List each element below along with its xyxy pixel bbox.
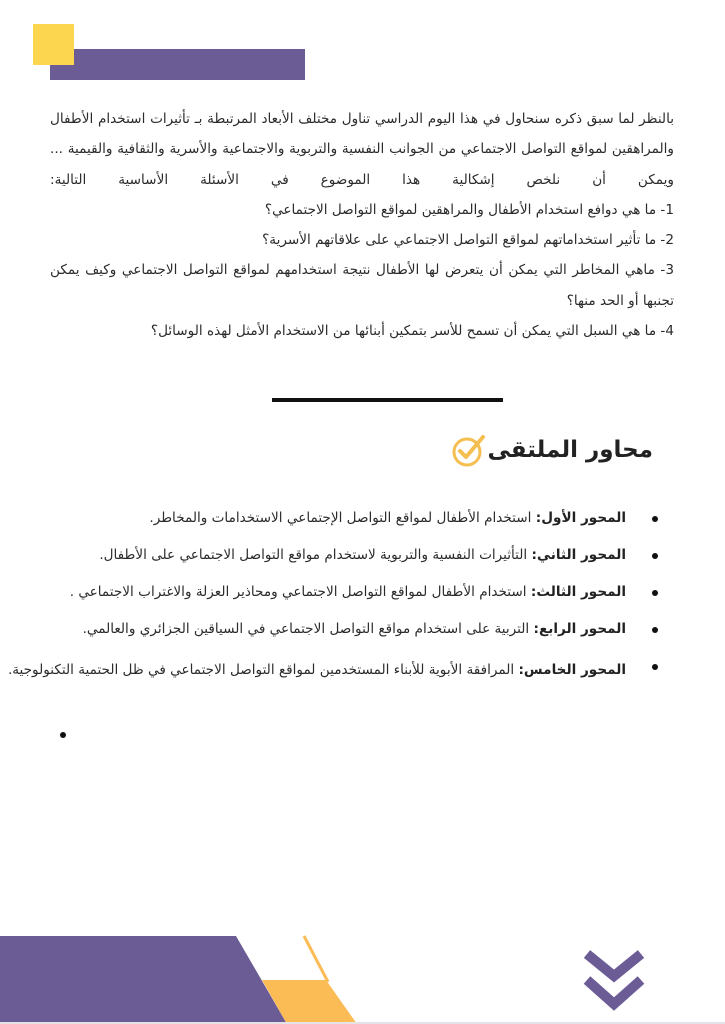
question-2: 2- ما تأثير استخداماتهم لمواقع التواصل الاجتماعي على علاقاتهم الأسرية؟	[262, 232, 674, 249]
axis-label: المحور الرابع:	[533, 621, 626, 637]
section-divider	[272, 398, 503, 402]
decorative-yellow-square	[33, 24, 74, 65]
decorative-purple-bar	[50, 49, 305, 80]
empty-bullet-icon	[60, 732, 66, 738]
axis-label: المحور الثاني:	[531, 547, 626, 563]
question-3: 3- ماهي المخاطر التي يمكن أن يتعرض لها الأطفال نتيجة استخدامهم لمواقع التواصل الاجتماعي وكيف يمكن تجنبها أو الحد منها؟	[50, 262, 674, 309]
axis-text: التربية على استخدام مواقع التواصل الاجتماعي في السياقين الجزائري والعالمي.	[82, 621, 534, 637]
axis-label: المحور الأول:	[535, 510, 626, 526]
bullet-icon	[652, 553, 658, 559]
list-item	[7, 651, 660, 689]
axis-label: المحور الثالث:	[530, 584, 626, 600]
axis-text: استخدام الأطفال لمواقع التواصل الاجتماعي ومحاذير العزلة والاغتراب الاجتماعي .	[69, 584, 531, 600]
axis-text: المرافقة الأبوية للأبناء المستخدمين لمواقع التواصل الاجتماعي في ظل الحتمية التكنولوجية.	[7, 662, 519, 678]
list-item	[40, 540, 660, 570]
list-item	[40, 503, 660, 533]
intro-paragraph: بالنظر لما سبق ذكره سنحاول في هذا اليوم الدراسي تناول مختلف الأبعاد المرتبطة بـ تأثيرات استخدام الأطفال والمراهقين لمواقع التواصل الاجتماعي من الجوانب النفسية والتربوية والاجتماعية والأسرية والثقافية والقيمية ... ويمكن أن نلخص إشكالية هذا الموضوع في الأسئلة الأساسية التالية:	[50, 111, 674, 188]
section-header	[429, 432, 653, 468]
list-item	[40, 614, 660, 644]
question-4: 4- ما هي السبل التي يمكن أن تسمح للأسر بتمكين أبنائها من الاستخدام الأمثل لهذه الوسائل؟	[150, 323, 674, 340]
question-1: 1- ما هي دوافع استخدام الأطفال والمراهقين لمواقع التواصل الاجتماعي؟	[264, 201, 674, 218]
section-title: محاور الملتقى	[487, 437, 653, 463]
decorative-orange-line	[304, 936, 328, 982]
axis-text: التأثيرات النفسية والتربوية لاستخدام مواقع التواصل الاجتماعي على الأطفال.	[99, 547, 532, 563]
axes-list	[7, 503, 660, 696]
bullet-icon	[652, 590, 658, 596]
double-chevron-down-icon	[583, 946, 645, 1012]
intro-text	[50, 104, 674, 346]
list-item	[40, 577, 660, 607]
bullet-icon	[652, 516, 658, 522]
decorative-purple-shape	[0, 936, 287, 1024]
axis-label: المحور الخامس:	[518, 662, 626, 678]
check-circle-icon	[451, 432, 487, 468]
bullet-icon	[652, 664, 658, 670]
axis-text: استخدام الأطفال لمواقع التواصل الإجتماعي الاستخدامات والمخاطر.	[149, 510, 536, 526]
decorative-bottom-shapes	[0, 930, 380, 1024]
bullet-icon	[652, 627, 658, 633]
